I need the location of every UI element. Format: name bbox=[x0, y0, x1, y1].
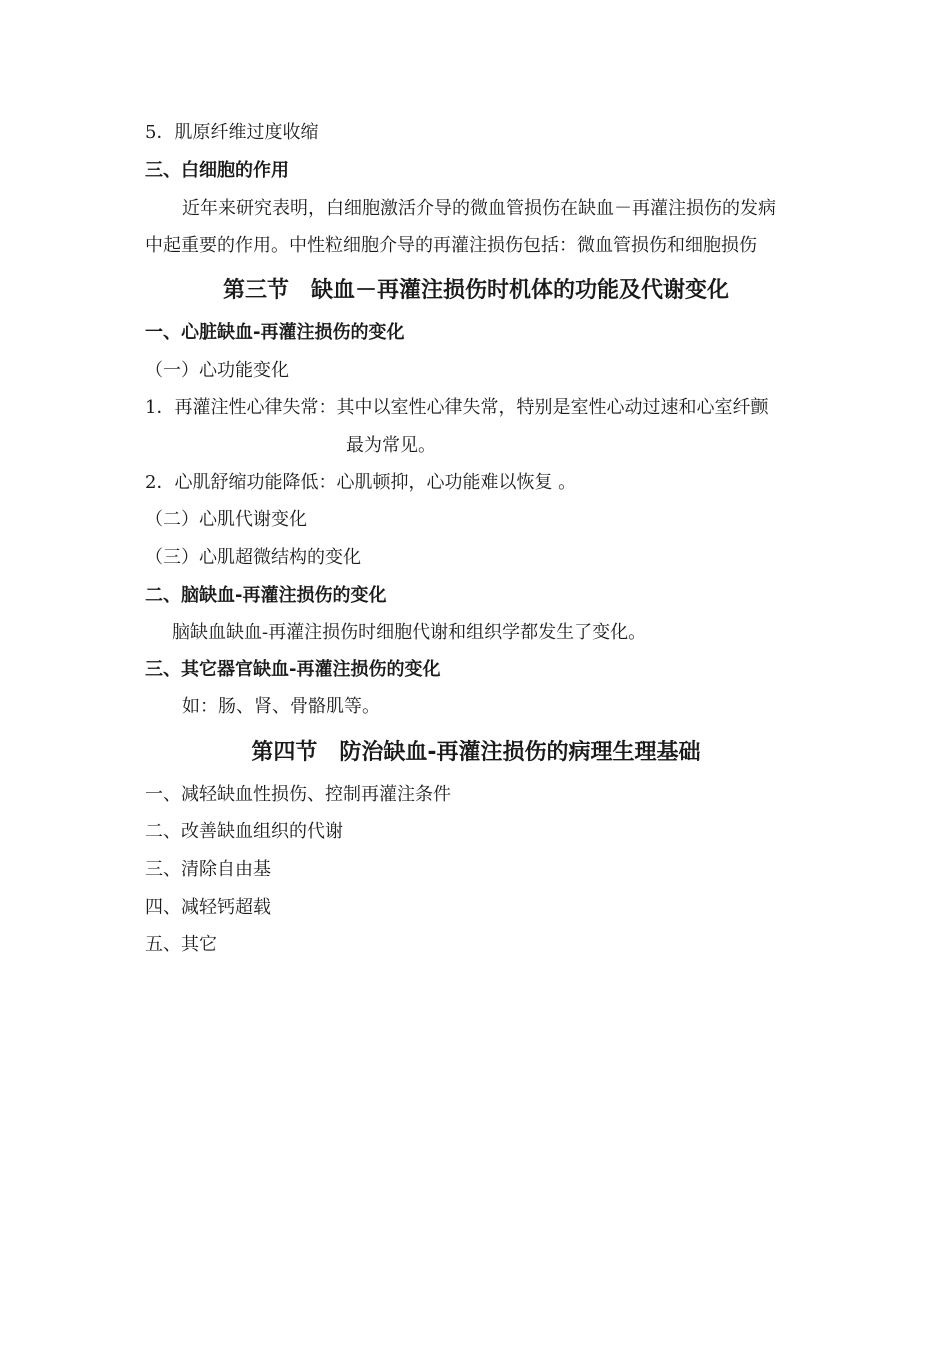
section-heading: 第三节 缺血－再灌注损伤时机体的功能及代谢变化 bbox=[222, 278, 729, 303]
paragraph-line: 脑缺血缺血-再灌注损伤时细胞代谢和组织学都发生了变化。 bbox=[172, 622, 647, 643]
list-item: 四、减轻钙超载 bbox=[145, 897, 271, 918]
subsection-heading: 三、其它器官缺血-再灌注损伤的变化 bbox=[145, 659, 441, 680]
subsection-heading: 一、心脏缺血-再灌注损伤的变化 bbox=[145, 322, 405, 343]
list-item: 三、清除自由基 bbox=[145, 859, 271, 880]
list-item: 2．心肌舒缩功能降低：心肌顿抑，心功能难以恢复 。 bbox=[145, 472, 577, 493]
paragraph-line: 如：肠、肾、骨骼肌等。 bbox=[182, 696, 380, 717]
list-item: 二、改善缺血组织的代谢 bbox=[145, 821, 343, 842]
subsection-heading: 三、白细胞的作用 bbox=[145, 160, 289, 181]
list-item: （一）心功能变化 bbox=[145, 360, 289, 381]
list-item: （三）心肌超微结构的变化 bbox=[145, 547, 361, 568]
list-item: （二）心肌代谢变化 bbox=[145, 509, 307, 530]
paragraph-line: 中起重要的作用。中性粒细胞介导的再灌注损伤包括：微血管损伤和细胞损伤 bbox=[145, 235, 757, 256]
section-heading: 第四节 防治缺血-再灌注损伤的病理生理基础 bbox=[251, 740, 701, 765]
list-item: 五、其它 bbox=[145, 934, 217, 955]
list-item: 5．肌原纤维过度收缩 bbox=[145, 122, 319, 143]
subsection-heading: 二、脑缺血-再灌注损伤的变化 bbox=[145, 585, 387, 606]
list-item: 一、减轻缺血性损伤、控制再灌注条件 bbox=[145, 784, 451, 805]
paragraph-line: 近年来研究表明，白细胞激活介导的微血管损伤在缺血－再灌注损伤的发病 bbox=[182, 198, 776, 219]
list-item: 1．再灌注性心律失常：其中以室性心律失常，特别是室性心动过速和心室纤颤 bbox=[145, 397, 769, 418]
list-item-continuation: 最为常见。 bbox=[346, 435, 436, 456]
